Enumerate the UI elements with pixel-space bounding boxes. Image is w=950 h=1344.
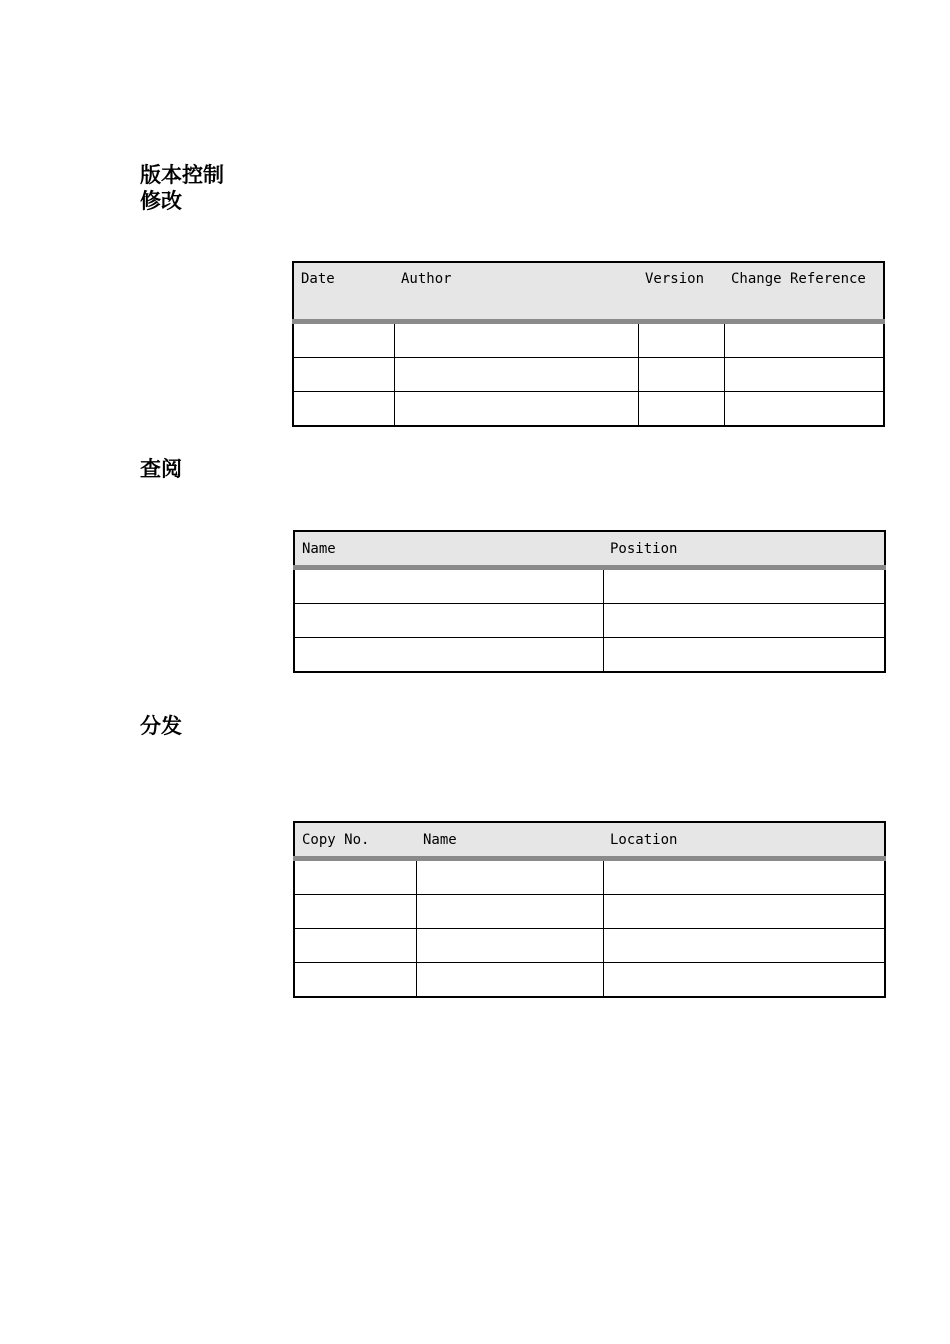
copy-no-column-header: Copy No. [294, 822, 416, 859]
location-cell[interactable] [603, 963, 885, 998]
date-cell[interactable] [293, 358, 394, 392]
name-cell[interactable] [294, 604, 603, 638]
location-cell[interactable] [603, 895, 885, 929]
version-cell[interactable] [638, 322, 724, 358]
distribution-title: 分发 [140, 714, 182, 738]
name-column-header: Name [416, 822, 603, 859]
table-row [293, 358, 884, 392]
review-table-header [294, 531, 885, 568]
table-row [294, 568, 885, 604]
distribution-table-header [294, 822, 885, 859]
review-table [293, 530, 886, 673]
author-cell[interactable] [394, 322, 638, 358]
change-reference-cell[interactable] [724, 358, 884, 392]
location-column-header: Location [603, 822, 885, 859]
version-cell[interactable] [638, 392, 724, 427]
name-column-header: Name [294, 531, 603, 568]
copy-no-cell[interactable] [294, 963, 416, 998]
version-control-title: 版本控制 [140, 163, 224, 187]
table-row [293, 322, 884, 358]
location-cell[interactable] [603, 859, 885, 895]
version-column-header: Version [638, 262, 724, 322]
name-cell[interactable] [416, 895, 603, 929]
date-column-header: Date [293, 262, 394, 322]
position-cell[interactable] [603, 604, 885, 638]
distribution-table [293, 821, 886, 998]
table-row [294, 963, 885, 998]
change-reference-cell[interactable] [724, 392, 884, 427]
name-cell[interactable] [294, 638, 603, 673]
date-cell[interactable] [293, 392, 394, 427]
position-cell[interactable] [603, 568, 885, 604]
modification-title: 修改 [140, 189, 182, 213]
position-cell[interactable] [603, 638, 885, 673]
author-cell[interactable] [394, 392, 638, 427]
copy-no-cell[interactable] [294, 929, 416, 963]
name-cell[interactable] [416, 963, 603, 998]
author-cell[interactable] [394, 358, 638, 392]
name-cell[interactable] [416, 859, 603, 895]
table-row [294, 859, 885, 895]
table-row [294, 929, 885, 963]
position-column-header: Position [603, 531, 885, 568]
table-row [294, 895, 885, 929]
author-column-header: Author [394, 262, 638, 322]
change-reference-column-header: Change Reference [724, 262, 884, 322]
table-row [294, 604, 885, 638]
review-heading [140, 456, 182, 482]
table-row [294, 638, 885, 673]
name-cell[interactable] [294, 568, 603, 604]
revision-table [292, 261, 885, 427]
copy-no-cell[interactable] [294, 859, 416, 895]
table-row [293, 392, 884, 427]
name-cell[interactable] [416, 929, 603, 963]
copy-no-cell[interactable] [294, 895, 416, 929]
distribution-heading [140, 713, 182, 739]
version-control-heading [140, 162, 224, 214]
version-cell[interactable] [638, 358, 724, 392]
review-title: 查阅 [140, 457, 182, 481]
date-cell[interactable] [293, 322, 394, 358]
change-reference-cell[interactable] [724, 322, 884, 358]
location-cell[interactable] [603, 929, 885, 963]
revision-table-header [293, 262, 884, 322]
